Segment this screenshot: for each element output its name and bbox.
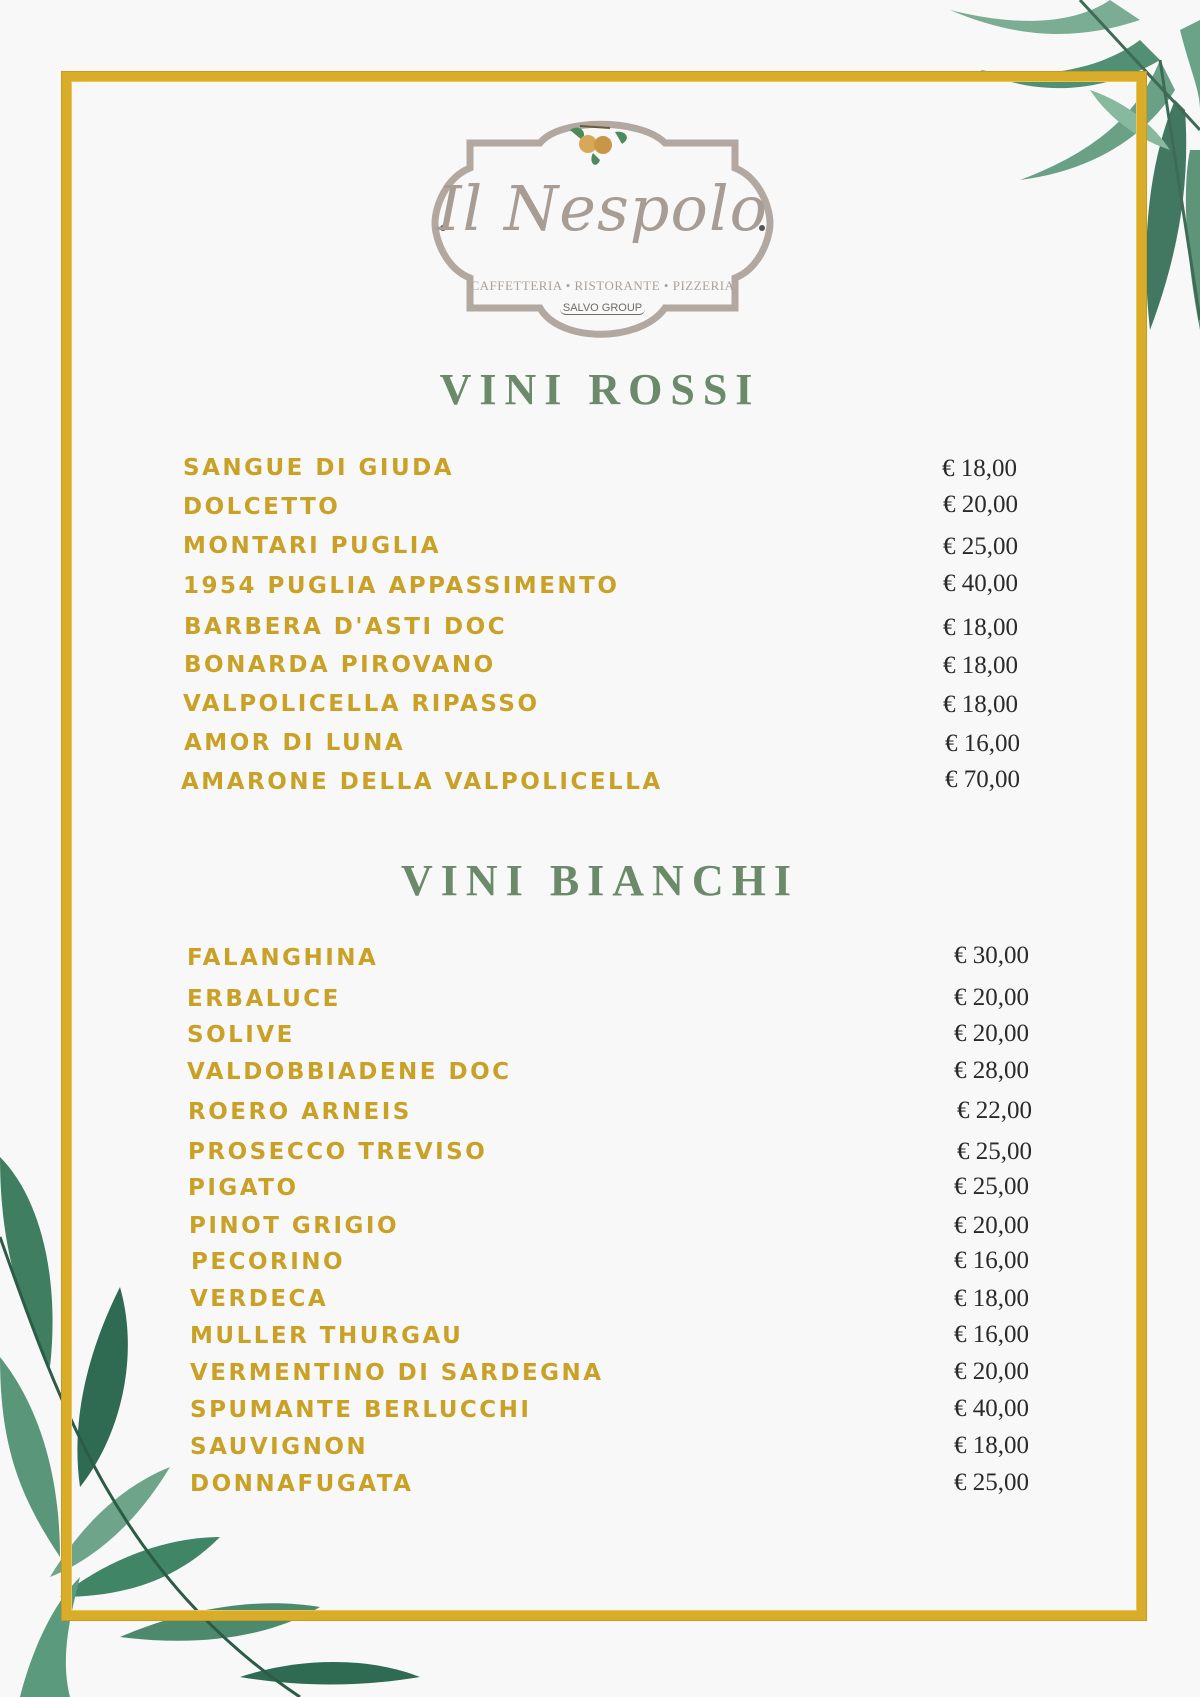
list-item: VERMENTINO DI SARDEGNA € 20,00: [190, 1358, 1029, 1386]
list-item: FALANGHINA € 30,00: [187, 942, 1029, 971]
list-item: DONNAFUGATA € 25,00: [190, 1469, 1029, 1497]
list-item: AMOR DI LUNA € 16,00: [184, 730, 1020, 757]
list-item: PIGATO € 25,00: [188, 1173, 1029, 1201]
list-item: MONTARI PUGLIA € 25,00: [183, 533, 1018, 560]
list-item: SOLIVE € 20,00: [187, 1020, 1029, 1048]
list-item: SAUVIGNON € 18,00: [190, 1432, 1029, 1460]
list-item: PROSECCO TREVISO € 25,00: [188, 1138, 1032, 1165]
list-item: BARBERA D'ASTI DOC € 18,00: [184, 614, 1018, 641]
list-item: DOLCETTO € 20,00: [183, 491, 1018, 520]
list-item: MULLER THURGAU € 16,00: [190, 1321, 1029, 1349]
list-item: 1954 PUGLIA APPASSIMENTO € 40,00: [183, 570, 1018, 599]
logo-group: SALVO GROUP: [410, 302, 795, 314]
list-item: VALPOLICELLA RIPASSO € 18,00: [183, 691, 1018, 718]
list-item: SPUMANTE BERLUCCHI € 40,00: [190, 1395, 1029, 1423]
medlar-fruit-branch-icon: [570, 126, 627, 165]
list-item: SANGUE DI GIUDA € 18,00: [183, 455, 1017, 482]
logo: [410, 108, 795, 348]
list-item: ROERO ARNEIS € 22,00: [188, 1097, 1032, 1125]
list-item: PECORINO € 16,00: [191, 1247, 1029, 1275]
section-title-vini-bianchi: VINI BIANCHI: [401, 856, 799, 905]
logo-title: Il Nespolo: [437, 172, 768, 245]
list-item: ERBALUCE € 20,00: [187, 984, 1029, 1012]
list-item: VALDOBBIADENE DOC € 28,00: [187, 1057, 1029, 1085]
list-item: VERDECA € 18,00: [190, 1285, 1029, 1312]
list-item: AMARONE DELLA VALPOLICELLA € 70,00: [181, 766, 1020, 795]
logo-subtitle: CAFFETTERIA • RISTORANTE • PIZZERIA: [470, 278, 735, 293]
section-title-vini-rossi: VINI ROSSI: [439, 365, 761, 414]
list-item: BONARDA PIROVANO € 18,00: [184, 652, 1018, 679]
list-item: PINOT GRIGIO € 20,00: [189, 1212, 1029, 1239]
